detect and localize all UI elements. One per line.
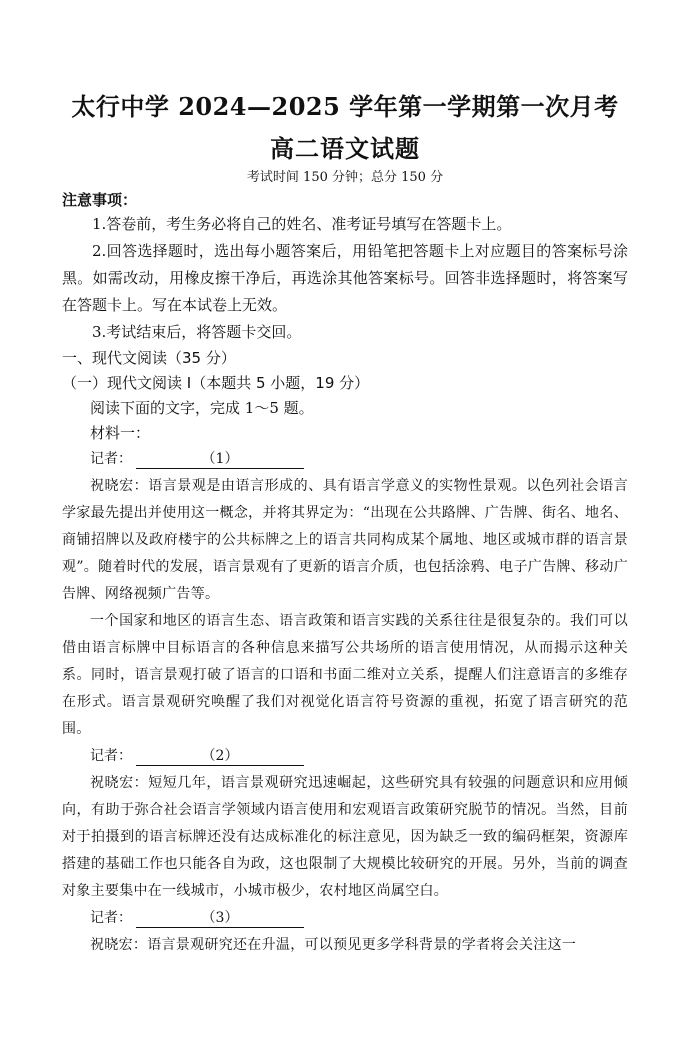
reading-instruction: 阅读下面的文字，完成 1～5 题。 <box>90 399 314 417</box>
sub-section-heading: （一）现代文阅读 I（本题共 5 小题，19 分） <box>62 374 370 392</box>
notice-list <box>62 211 628 346</box>
reporter-question <box>62 446 628 473</box>
reporter-label: 记者： <box>90 748 132 764</box>
exam-page <box>0 90 688 1061</box>
interview-answer <box>62 770 628 905</box>
notice-item: 3.考试结束后，将答题卡交回。 <box>92 323 302 341</box>
material-label: 材料一： <box>90 424 151 442</box>
answer-paragraph: 祝晓宏：语言景观是由语言形成的、具有语言学意义的实物性景观。以色列社会语言学家最先提出并使用这一概念，并将其界定为：“出现在公共路牌、广告牌、街名、地名、商铺招牌以及政府楼宇的公共标牌之上的语言共同构成某个属地、地区或城市群的语言景观”。随着时代的发展，语言景观有了更新的语言介质，也包括涂鸦、电子广告牌、移动广告牌、网络视频广告等。 <box>62 478 628 602</box>
answer-paragraph: 祝晓宏：语言景观研究还在升温，可以预见更多学科背景的学者将会关注这一 <box>90 937 577 953</box>
interview-answer <box>62 932 628 959</box>
notice-heading: 注意事项： <box>62 191 138 209</box>
answer-blank: （3） <box>136 909 304 928</box>
exam-info: 考试时间 150 分钟；总分 150 分 <box>246 170 444 185</box>
answer-blank: （1） <box>136 450 304 469</box>
answer-paragraph: 一个国家和地区的语言生态、语言政策和语言实践的关系往往是很复杂的。我们可以借由语言标牌中目标语言的各种信息来描写公共场所的语言使用情况，从而揭示这种关系。同时，语言景观打破了语言的口语和书面二维对立关系，提醒人们注意语言的多维存在形式。语言景观研究唤醒了我们对视觉化语言符号资源的重视，拓宽了语言研究的范围。 <box>62 613 628 737</box>
interview-answer <box>62 473 628 743</box>
exam-title: 太行中学 2024—2025 学年第一学期第一次月考 <box>71 92 619 121</box>
exam-subject-title: 高二语文试题 <box>270 134 420 163</box>
answer-blank: （2） <box>136 747 304 766</box>
reporter-label: 记者： <box>90 451 132 467</box>
notice-item: 2.回答选择题时，选出每小题答案后，用铅笔把答题卡上对应题目的答案标号涂黑。如需改动，用橡皮擦干净后，再选涂其他答案标号。回答非选择题时，将答案写在答题卡上。写在本试卷上无效。 <box>62 242 628 314</box>
reporter-question <box>62 743 628 770</box>
notice-item: 1.答卷前，考生务必将自己的姓名、准考证号填写在答题卡上。 <box>92 215 512 233</box>
reporter-question <box>62 905 628 932</box>
reporter-label: 记者： <box>90 910 132 926</box>
answer-paragraph: 祝晓宏：短短几年，语言景观研究迅速崛起，这些研究具有较强的问题意识和应用倾向，有助于弥合社会语言学领域内语言使用和宏观语言政策研究脱节的情况。当然，目前对于拍摄到的语言标牌还没有达成标准化的标注意见，因为缺乏一致的编码框架，资源库搭建的基础工作也只能各自为政，这也限制了大规模比较研究的开展。另外，当前的调查对象主要集中在一线城市，小城市极少，农村地区尚属空白。 <box>62 775 628 899</box>
section-heading: 一、现代文阅读（35 分） <box>62 349 236 367</box>
